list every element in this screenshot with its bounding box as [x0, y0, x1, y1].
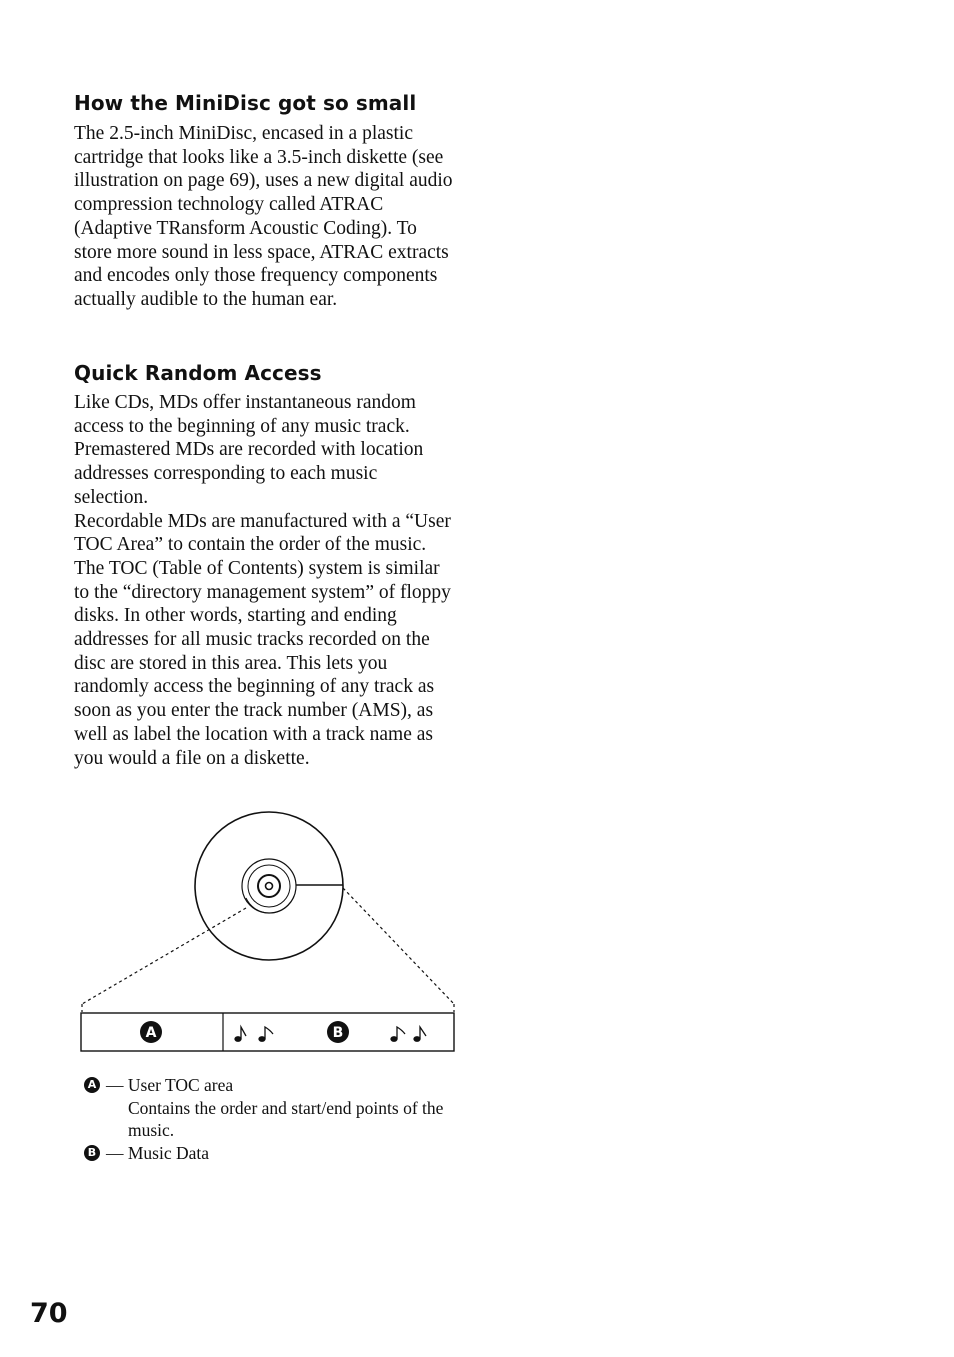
diagram-legend — [84, 1074, 468, 1164]
disc-illustration — [82, 812, 454, 1012]
music-note-icon — [235, 1027, 246, 1041]
legend-marker-b: B — [84, 1145, 100, 1161]
disc-hub-inner — [258, 875, 280, 897]
disc-area-band — [81, 1013, 454, 1051]
band-outline — [81, 1013, 454, 1051]
paragraph: The 2.5-inch MiniDisc, encased in a plastic cartridge that looks like a 3.5-inch diskette (see illustration on page 69), uses a new digital audio compression technology called ATRAC (Adaptive TRansform Acoustic Coding). To store more sound in less space, ATRAC extracts and encodes only those frequency components actually audible to the human ear. — [74, 123, 453, 310]
paragraph: Like CDs, MDs offer instantaneous random access to the beginning of any music track. Premastered MDs are recorded with location addresses corresponding to each music selection. — [74, 392, 424, 508]
page-number: 70 — [30, 1298, 68, 1329]
section-heading: Quick Random Access — [74, 361, 322, 385]
legend-marker-a: A — [84, 1077, 100, 1093]
zoom-line-left — [82, 908, 246, 1004]
legend-item-a — [84, 1074, 468, 1097]
disc-spindle — [266, 883, 273, 890]
toc-area-arc — [246, 896, 294, 913]
minidisc-toc-diagram — [74, 808, 464, 1058]
legend-text-a: — User TOC area — [106, 1075, 234, 1095]
marker-a-label: A — [145, 1025, 157, 1041]
section-heading: How the MiniDisc got so small — [74, 91, 417, 115]
music-note-icon — [414, 1027, 426, 1041]
disc-hub-mid — [248, 865, 290, 907]
section-body — [74, 391, 456, 770]
legend-item-b — [84, 1142, 468, 1165]
music-note-icon — [259, 1027, 273, 1041]
zoom-line-right — [343, 888, 454, 1004]
section-body — [74, 122, 456, 312]
music-note-icon — [391, 1027, 405, 1041]
disc-outline — [195, 812, 343, 960]
legend-detail-a: Contains the order and start/end points of the music. — [128, 1097, 444, 1140]
paragraph: Recordable MDs are manufactured with a “User TOC Area” to contain the order of the music. The TOC (Table of Contents) system is similar to the “directory management system” of floppy disks. In other words, starting and ending addresses for all music tracks recorded on the disc are stored in this area. This lets you randomly access the beginning of any track as soon as you enter the track number (AMS), as well as label the location with a track name as you would a file on a diskette. — [74, 510, 451, 769]
legend-text-b: — Music Data — [106, 1142, 210, 1163]
marker-b-label: B — [332, 1025, 344, 1041]
